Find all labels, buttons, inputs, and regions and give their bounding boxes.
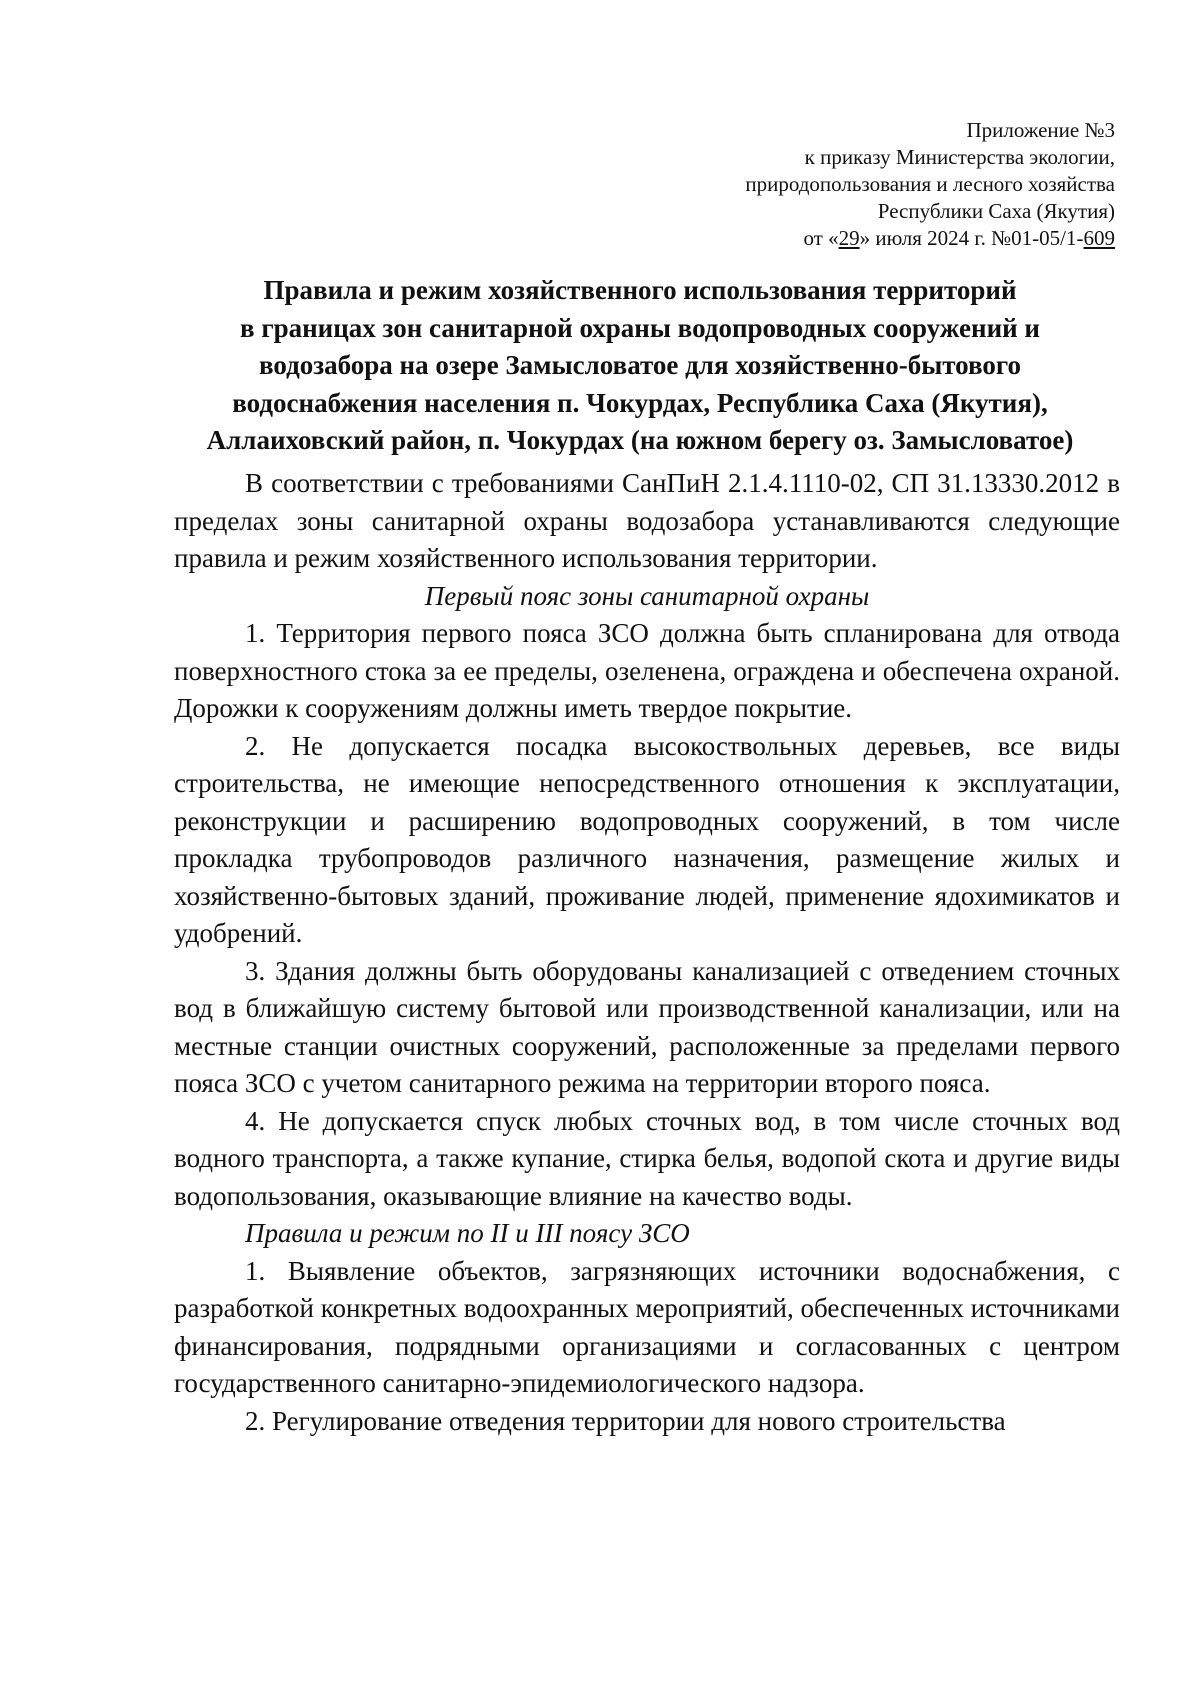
section1-item: 1. Территория первого пояса ЗСО должна быть спланирована для отвода поверхностного стока за ее пределы, озеленена, ограждена и обеспечена охраной. Дорожки к сооружениям должны иметь твердое покрытие. xyxy=(174,618,1120,723)
section-heading-second-third-belt: Правила и режим по II и III поясу ЗСО xyxy=(245,1218,690,1248)
title-line: Правила и режим хозяйственного использования территорий xyxy=(263,275,1017,305)
document-title xyxy=(160,272,1120,460)
document-body xyxy=(174,465,1120,1440)
appendix-date-prefix: от « xyxy=(803,226,839,250)
title-line: водоснабжения населения п. Чокурдах, Республика Саха (Якутия), xyxy=(232,387,1048,418)
section1-item: 3. Здания должны быть оборудованы канализацией с отведением сточных вод в ближайшую систему бытовой или производственной канализации, или на местные станции очистных сооружений, расположенные за пределами первого пояса ЗСО с учетом санитарного режима на территории второго пояса. xyxy=(174,955,1120,1098)
appendix-republic: Республики Саха (Якутия) xyxy=(877,199,1115,223)
appendix-date-number xyxy=(595,225,1115,252)
appendix-day: 29 xyxy=(838,226,860,250)
appendix-order-number: 609 xyxy=(1083,226,1115,250)
title-line: в границах зон санитарной охраны водопроводных сооружений и xyxy=(240,312,1040,343)
appendix-number: Приложение №3 xyxy=(966,118,1115,142)
section2-item: 1. Выявление объектов, загрязняющих источники водоснабжения, с разработкой конкретных водоохранных мероприятий, обеспеченных источниками финансирования, подрядными организациями и согласованных с центром государственного санитарно-эпидемиологического надзора. xyxy=(174,1255,1120,1398)
appendix-ministry: природопользования и лесного хозяйства xyxy=(745,172,1115,196)
title-line: водозабора на озере Замысловатое для хозяйственно-бытового xyxy=(259,350,1021,380)
section2-item: 2. Регулирование отведения территории для нового строительства xyxy=(245,1405,1006,1436)
section1-item: 2. Не допускается посадка высокоствольных деревьев, все виды строительства, не имеющие непосредственного отношения к эксплуатации, реконструкции и расширению водопроводных сооружений, в том числе прокладка трубопроводов различного назначения, размещение жилых и хозяйственно-бытовых зданий, проживание людей, применение ядохимикатов и удобрений. xyxy=(174,730,1120,948)
title-line: Аллаиховский район, п. Чокурдах (на южном берегу оз. Замысловатое) xyxy=(206,425,1074,455)
section1-item: 4. Не допускается спуск любых сточных вод, в том числе сточных вод водного транспорта, а также купание, стирка белья, водопой скота и другие виды водопользования, оказывающие влияние на качество воды. xyxy=(174,1105,1120,1211)
appendix-header xyxy=(595,117,1115,252)
appendix-date-middle: » июля 2024 г. №01-05/1- xyxy=(859,226,1084,250)
section-heading-first-belt: Первый пояс зоны санитарной охраны xyxy=(424,580,870,611)
appendix-order-ref: к приказу Министерства экологии, xyxy=(804,145,1115,169)
intro-paragraph: В соответствии с требованиями СанПиН 2.1.4.1110-02, СП 31.13330.2012 в пределах зоны санитарной охраны водозабора устанавливаются следующие правила и режим хозяйственного использования территории. xyxy=(174,468,1120,573)
